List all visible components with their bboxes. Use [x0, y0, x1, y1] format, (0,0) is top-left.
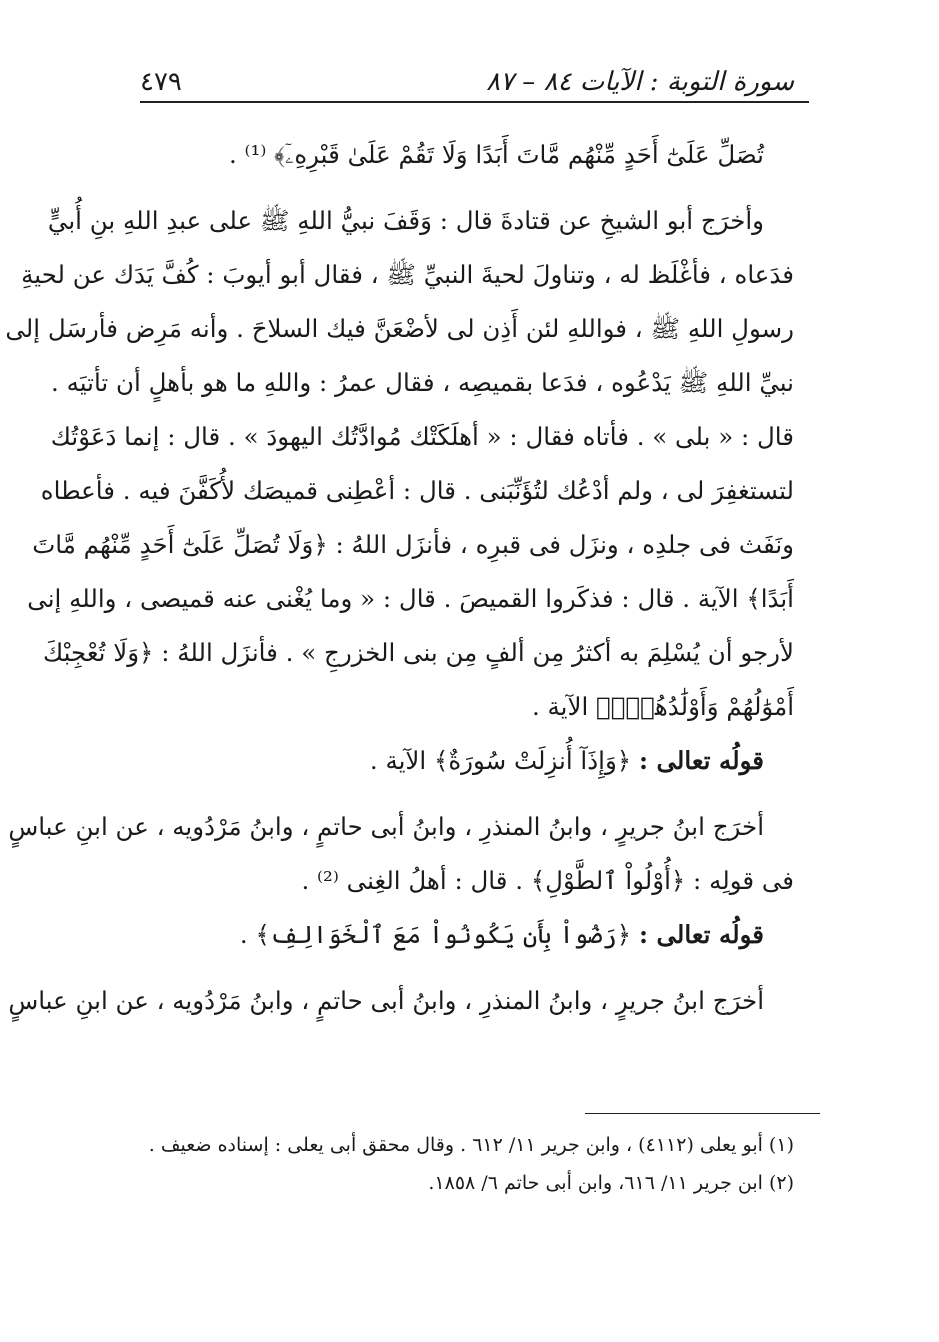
footnote-2: (٢) ابن جرير ١١/ ٦١٦، وابن أبى حاتم ٦/ ١٨٥٨.: [428, 1172, 794, 1194]
paragraph-line: لتستغفِرَ لى ، ولم أدْعُك لتُؤَنِّبَنى . قال : أعْطِنى قميصَك لأُكَفَّنَ فيه . فأعطاه: [40, 476, 794, 505]
heading-verse: ﴿وَإِذَآ أُنزِلَتْ سُورَةٌ﴾ الآية .: [369, 746, 632, 775]
heading-label: قولُه تعالى :: [638, 920, 764, 949]
paragraph-line: أخرَج ابنُ جريرٍ ، وابنُ المنذرِ ، وابنُ أبى حاتمٍ ، وابنُ مَرْدُويه ، عن ابنِ عباسٍ: [8, 812, 764, 841]
paragraph-line: قال : « بلى » . فأتاه فقال : « أهلَكَتْك مُوادَّتُك اليهودَ » . قال : إنما دَعَوْتُك: [50, 422, 794, 451]
paragraph-line: نبيِّ اللهِ ﷺ يَدْعُوه ، فدَعا بقميصِه ، فقال عمرُ : واللهِ ما هو بأهلٍ أن تأتيَه .: [51, 368, 794, 397]
paragraph-line: أَمْوَٰلُهُمْ وَأَوْلَٰدُهُمْۚ﴾ الآية .: [531, 692, 794, 721]
paragraph-line: لأرجو أن يُسْلِمَ به أكثرُ مِن ألفٍ مِن بنى الخزرجِ » . فأنزَل اللهُ : ﴿وَلَا تُعْجِبْكَ: [42, 638, 794, 667]
paragraph-line: رسولِ اللهِ ﷺ ، فواللهِ لئن أَذِن لى لأضْعَنَّ فيك السلاحَ . وأنه مَرِض فأرسَل إلى: [5, 314, 794, 343]
footnote-1: (١) أبو يعلى (٤١١٢) ، وابن جرير ١١/ ٦١٢ . وقال محقق أبى يعلى : إسناده ضعيف .: [148, 1134, 794, 1156]
section-heading: [140, 908, 794, 962]
paragraph-line: فدَعاه ، فأغْلَظ له ، وتناولَ لحيةَ النبيِّ ﷺ ، فقال أبو أيوبَ : كُفَّ يَدَك عن لحيةِ: [21, 260, 794, 289]
paragraph-line: أخرَج ابنُ جريرٍ ، وابنُ المنذرِ ، وابنُ أبى حاتمٍ ، وابنُ مَرْدُويه ، عن ابنِ عباسٍ: [8, 986, 764, 1015]
verse-line: تُصَلِّ عَلَىٰٓ أَحَدٍ مِّنْهُم مَّاتَ أَبَدًا وَلَا تَقُمْ عَلَىٰ قَبْرِهِۦٓ﴾ ⁽¹⁾ .: [228, 140, 764, 169]
running-header: [140, 58, 794, 98]
paragraph-line: وأخرَج أبو الشيخِ عن قتادةَ قال : وَقَفَ نبيُّ اللهِ ﷺ على عبدِ اللهِ بنِ أُبيٍّ: [47, 206, 764, 235]
main-text: [5, 128, 794, 1028]
page-number: ٤٧٩: [140, 67, 182, 97]
heading-verse: ﴿رَضُواْ بِأَن يَكُونُواْ مَعَ ٱلْخَوَالِفِ﴾ .: [239, 920, 632, 949]
paragraph-line: ونَفَث فى جلدِه ، ونزَل فى قبرِه ، فأنزَل اللهُ : ﴿وَلَا تُصَلِّ عَلَىٰٓ أَحَدٍ مِّنْهُم مَّاتَ: [32, 530, 794, 559]
paragraph-line: فى قولِه : ﴿أُوْلُواْ ٱلطَّوْلِ﴾ . قال : أهلُ الغِنى ⁽²⁾ .: [301, 866, 794, 895]
heading-label: قولُه تعالى :: [638, 746, 764, 775]
footnote-rule: [585, 1113, 820, 1114]
paragraph-line: أَبَدًا﴾ الآية . قال : فذكَروا القميصَ . قال : « وما يُغْنى عنه قميصى ، واللهِ إنى: [27, 584, 794, 613]
running-title: سورة التوبة : الآيات ٨٤ – ٨٧: [486, 67, 794, 97]
section-heading: [140, 734, 794, 788]
header-rule: [140, 101, 809, 103]
footnotes: [140, 1126, 794, 1202]
